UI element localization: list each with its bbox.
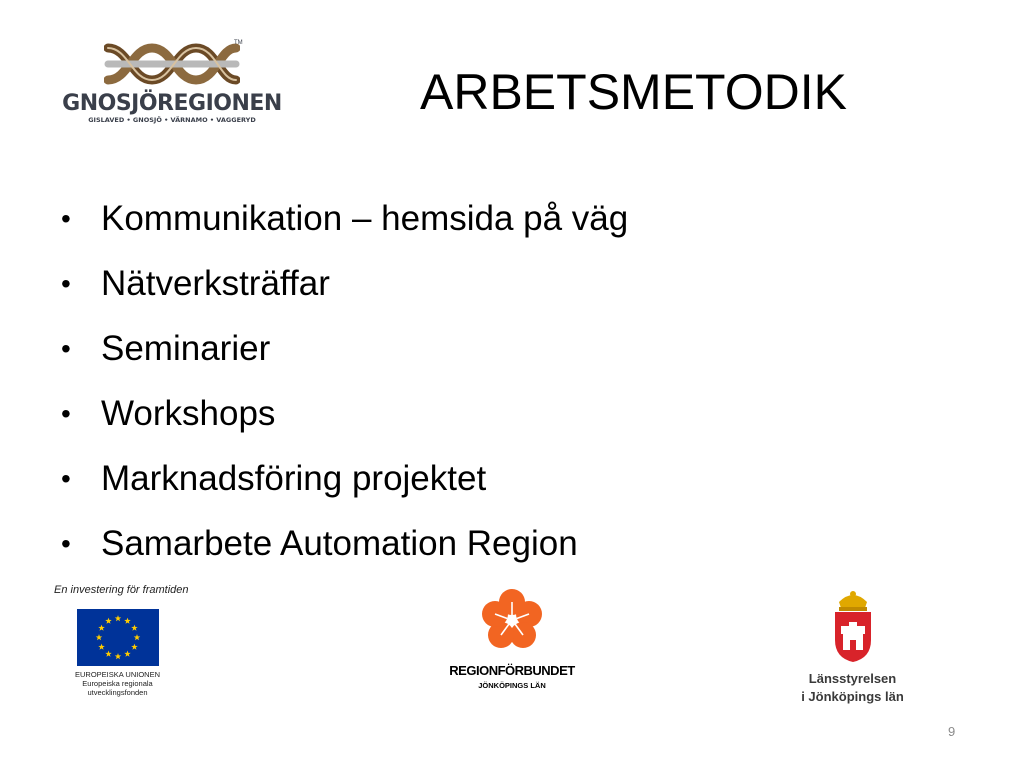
gnosjoregionen-logo	[56, 36, 288, 128]
braided-knot-logo-icon	[104, 36, 240, 92]
bullet-item	[60, 251, 628, 316]
bullet-text: Workshops	[101, 394, 276, 433]
bullet-item	[60, 316, 628, 381]
page-number: 9	[948, 724, 956, 739]
orange-flower-icon	[480, 588, 544, 652]
gnosjoregionen-wordmark: GNOSJÖREGIONEN	[62, 91, 282, 116]
bullet-item	[60, 511, 628, 576]
eu-caption	[60, 670, 175, 697]
bullet-item	[60, 186, 628, 251]
regionforbundet-subtitle: JÖNKÖPINGS LÄN	[478, 681, 546, 690]
bullet-list	[60, 186, 628, 576]
bullet-item	[60, 446, 628, 511]
county-crest-icon	[829, 588, 877, 664]
bullet-marker: •	[61, 333, 71, 364]
bullet-text: Seminarier	[101, 329, 271, 368]
eu-caption-line: Europeiska regionala	[82, 679, 153, 688]
lansstyrelsen-name	[780, 670, 925, 706]
lansstyrelsen-line: i Jönköpings län	[801, 689, 904, 704]
bullet-marker: •	[61, 528, 71, 559]
eu-flag-icon	[77, 609, 159, 666]
bullet-text: Nätverksträffar	[101, 264, 330, 303]
bullet-text: Samarbete Automation Region	[101, 524, 578, 563]
eu-caption-line: EUROPEISKA UNIONEN	[74, 670, 161, 679]
eu-tagline: En investering för framtiden	[54, 584, 189, 596]
bullet-item	[60, 381, 628, 446]
lansstyrelsen-line: Länsstyrelsen	[808, 671, 897, 686]
trademark-mark: TM	[234, 40, 243, 46]
bullet-marker: •	[61, 398, 71, 429]
bullet-marker: •	[61, 268, 71, 299]
bullet-marker: •	[61, 203, 71, 234]
bullet-text: Kommunikation – hemsida på väg	[101, 199, 629, 238]
bullet-text: Marknadsföring projektet	[101, 459, 487, 498]
bullet-marker: •	[61, 463, 71, 494]
regionforbundet-name: REGIONFÖRBUNDET	[449, 663, 575, 678]
gnosjoregionen-tagline: GISLAVED • GNOSJÖ • VÄRNAMO • VAGGERYD	[88, 116, 256, 124]
slide-title: ARBETSMETODIK	[420, 64, 847, 120]
eu-caption-line: utvecklingsfonden	[87, 688, 148, 697]
